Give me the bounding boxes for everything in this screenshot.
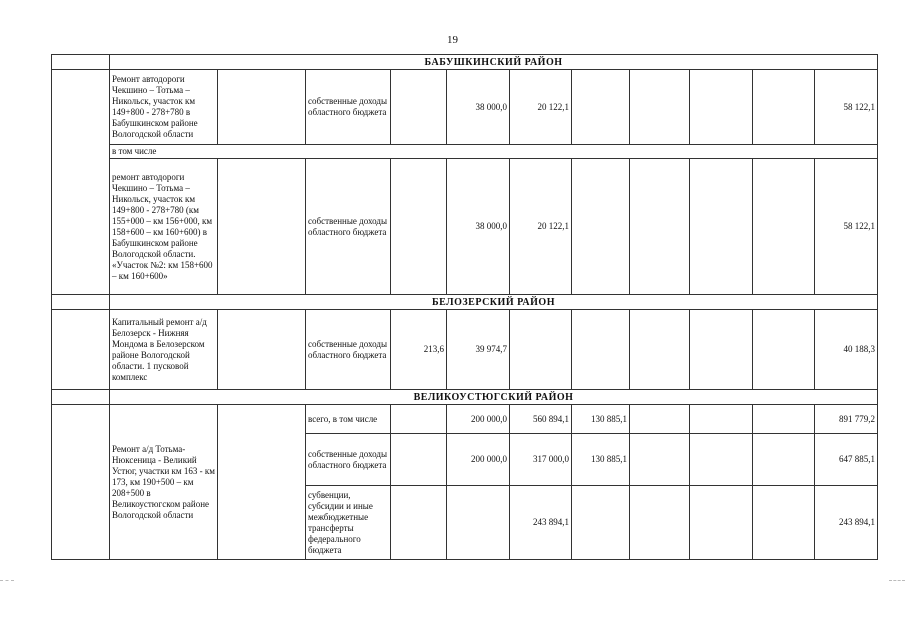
funding-source-cell: собственные доходы областного бюджета bbox=[306, 310, 391, 390]
value-cell: 200 000,0 bbox=[447, 434, 510, 486]
value-cell: 130 885,1 bbox=[572, 405, 630, 434]
total-cell: 243 894,1 bbox=[815, 486, 878, 560]
district-name: БЕЛОЗЕРСКИЙ РАЙОН bbox=[110, 295, 878, 310]
object-cell: Ремонт автодороги Чекшино – Тотьма – Никольск, участок км 149+800 - 278+780 в Бабушкинском районе Вологодской области bbox=[110, 70, 218, 145]
value-cell: 38 000,0 bbox=[447, 70, 510, 145]
value-cell: 317 000,0 bbox=[510, 434, 572, 486]
value-cell: 38 000,0 bbox=[447, 159, 510, 295]
total-cell: 58 122,1 bbox=[815, 70, 878, 145]
funding-source-cell: субвенции, субсидии и иные межбюджетные трансферты федерального бюджета bbox=[306, 486, 391, 560]
funding-source-cell: собственные доходы областного бюджета bbox=[306, 434, 391, 486]
district-name: ВЕЛИКОУСТЮГСКИЙ РАЙОН bbox=[110, 390, 878, 405]
table-row bbox=[52, 310, 878, 390]
table-row bbox=[52, 70, 878, 145]
table-row bbox=[52, 145, 878, 159]
value-cell: 560 894,1 bbox=[510, 405, 572, 434]
value-cell: 200 000,0 bbox=[447, 405, 510, 434]
page-edge-mark-left bbox=[0, 580, 14, 581]
value-cell: 243 894,1 bbox=[510, 486, 572, 560]
total-cell: 891 779,2 bbox=[815, 405, 878, 434]
district-header-row bbox=[52, 295, 878, 310]
page-number: 19 bbox=[447, 34, 458, 46]
value-cell: 130 885,1 bbox=[572, 434, 630, 486]
total-cell: 40 188,3 bbox=[815, 310, 878, 390]
object-cell: Ремонт а/д Тотьма-Нюксеница - Великий Устюг, участки км 163 - км 173, км 190+500 – км 208+500 в Великоустюгском районе Вологодской области bbox=[110, 405, 218, 560]
object-cell: ремонт автодороги Чекшино – Тотьма – Никольск, участок км 149+800 - 278+780 (км 155+000 – км 156+000, км 158+600 – км 160+600) в Бабушкинском районе Вологодской области. «Участок №2: км 158+600 – км 160+600» bbox=[110, 159, 218, 295]
subtotal-label: в том числе bbox=[110, 145, 878, 159]
district-header-row bbox=[52, 55, 878, 70]
object-cell: Капитальный ремонт а/д Белозерск - Нижняя Мондома в Белозерском районе Вологодской области. 1 пусковой комплекс bbox=[110, 310, 218, 390]
value-cell: 20 122,1 bbox=[510, 70, 572, 145]
value-cell: 39 974,7 bbox=[447, 310, 510, 390]
table-row bbox=[52, 159, 878, 295]
value-cell: 20 122,1 bbox=[510, 159, 572, 295]
total-cell: 58 122,1 bbox=[815, 159, 878, 295]
budget-table bbox=[51, 54, 878, 560]
total-cell: 647 885,1 bbox=[815, 434, 878, 486]
funding-source-cell: собственные доходы областного бюджета bbox=[306, 70, 391, 145]
district-name: БАБУШКИНСКИЙ РАЙОН bbox=[110, 55, 878, 70]
funding-source-cell: всего, в том числе bbox=[306, 405, 391, 434]
page-edge-mark-right bbox=[889, 580, 905, 581]
district-header-row bbox=[52, 390, 878, 405]
value-cell: 213,6 bbox=[391, 310, 447, 390]
funding-source-cell: собственные доходы областного бюджета bbox=[306, 159, 391, 295]
table-row bbox=[52, 405, 878, 434]
